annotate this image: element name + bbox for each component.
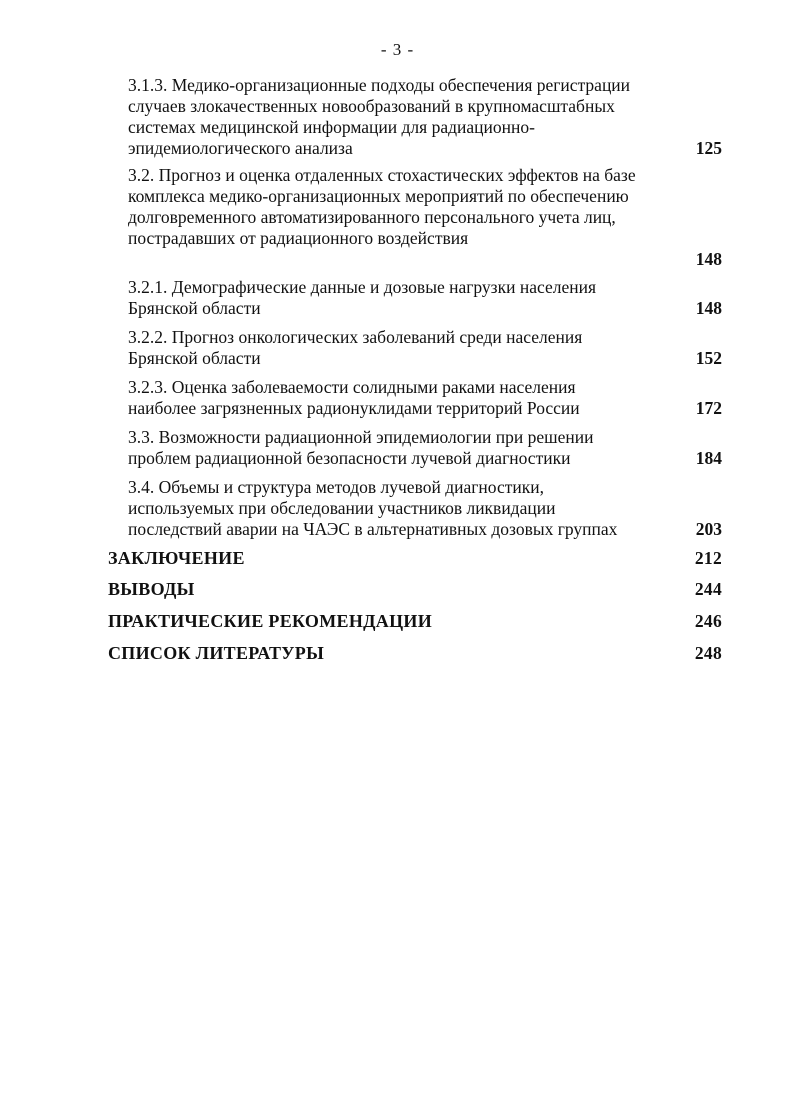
toc-entry-title: 3.2.2. Прогноз онкологических заболеваний среди населения Брянской области bbox=[128, 327, 583, 368]
toc-main-title: ВЫВОДЫ bbox=[108, 579, 195, 599]
toc-entry-page: 152 bbox=[695, 348, 722, 368]
toc-main-conclusion[interactable] bbox=[108, 547, 728, 569]
toc-entry-3-2-3[interactable] bbox=[128, 377, 728, 419]
toc-entry-page: 148 bbox=[695, 249, 722, 269]
toc-main-title: ЗАКЛЮЧЕНИЕ bbox=[108, 548, 245, 568]
toc-main-title: СПИСОК ЛИТЕРАТУРЫ bbox=[108, 643, 325, 663]
toc-entry-3-4[interactable] bbox=[128, 477, 728, 540]
toc-entry-title: 3.2.1. Демографические данные и дозовые нагрузки населения Брянской области bbox=[128, 277, 596, 318]
toc-entry-page: 172 bbox=[695, 398, 722, 418]
toc-entry-page: 184 bbox=[695, 448, 722, 468]
toc-main-findings[interactable] bbox=[108, 578, 728, 600]
table-of-contents bbox=[108, 75, 728, 664]
toc-entry-3-3[interactable] bbox=[128, 427, 728, 469]
toc-main-page: 244 bbox=[694, 579, 722, 599]
toc-entry-title: 3.3. Возможности радиационной эпидемиологии при решении проблем радиационной безопасности лучевой диагностики bbox=[128, 427, 594, 468]
toc-entry-title: 3.4. Объемы и структура методов лучевой диагностики, используемых при обследовании участников ликвидации последствий аварии на ЧАЭС в альтернативных дозовых группах bbox=[128, 477, 618, 539]
toc-entry-3-1-3[interactable] bbox=[128, 75, 728, 159]
toc-entry-3-2-1[interactable] bbox=[128, 277, 728, 319]
toc-entry-page: 148 bbox=[695, 298, 722, 318]
toc-entry-3-2[interactable] bbox=[128, 165, 728, 270]
toc-main-page: 248 bbox=[694, 643, 722, 663]
page-number: - 3 - bbox=[380, 40, 415, 59]
toc-main-recommendations[interactable] bbox=[108, 610, 728, 632]
toc-entry-page: 125 bbox=[695, 138, 722, 158]
toc-entry-title: 3.2.3. Оценка заболеваемости солидными раками населения наиболее загрязненных радионуклидами территорий России bbox=[128, 377, 580, 418]
toc-main-title: ПРАКТИЧЕСКИЕ РЕКОМЕНДАЦИИ bbox=[108, 611, 433, 631]
toc-entry-title: 3.2. Прогноз и оценка отдаленных стохастических эффектов на базе комплекса медико-организационных мероприятий по обеспечению долговременного автоматизированного персонального учета лиц, пострадавших от радиационного воздействия bbox=[128, 165, 636, 248]
toc-main-page: 212 bbox=[694, 548, 722, 568]
toc-entry-3-2-2[interactable] bbox=[128, 327, 728, 369]
toc-main-page: 246 bbox=[694, 611, 722, 631]
toc-entry-title: 3.1.3. Медико-организационные подходы обеспечения регистрации случаев злокачественных новообразований в крупномасштабных системах медицинской информации для радиационно-эпидемиологического анализа bbox=[128, 75, 631, 158]
toc-main-references[interactable] bbox=[108, 642, 728, 664]
toc-entry-page: 203 bbox=[695, 519, 722, 539]
